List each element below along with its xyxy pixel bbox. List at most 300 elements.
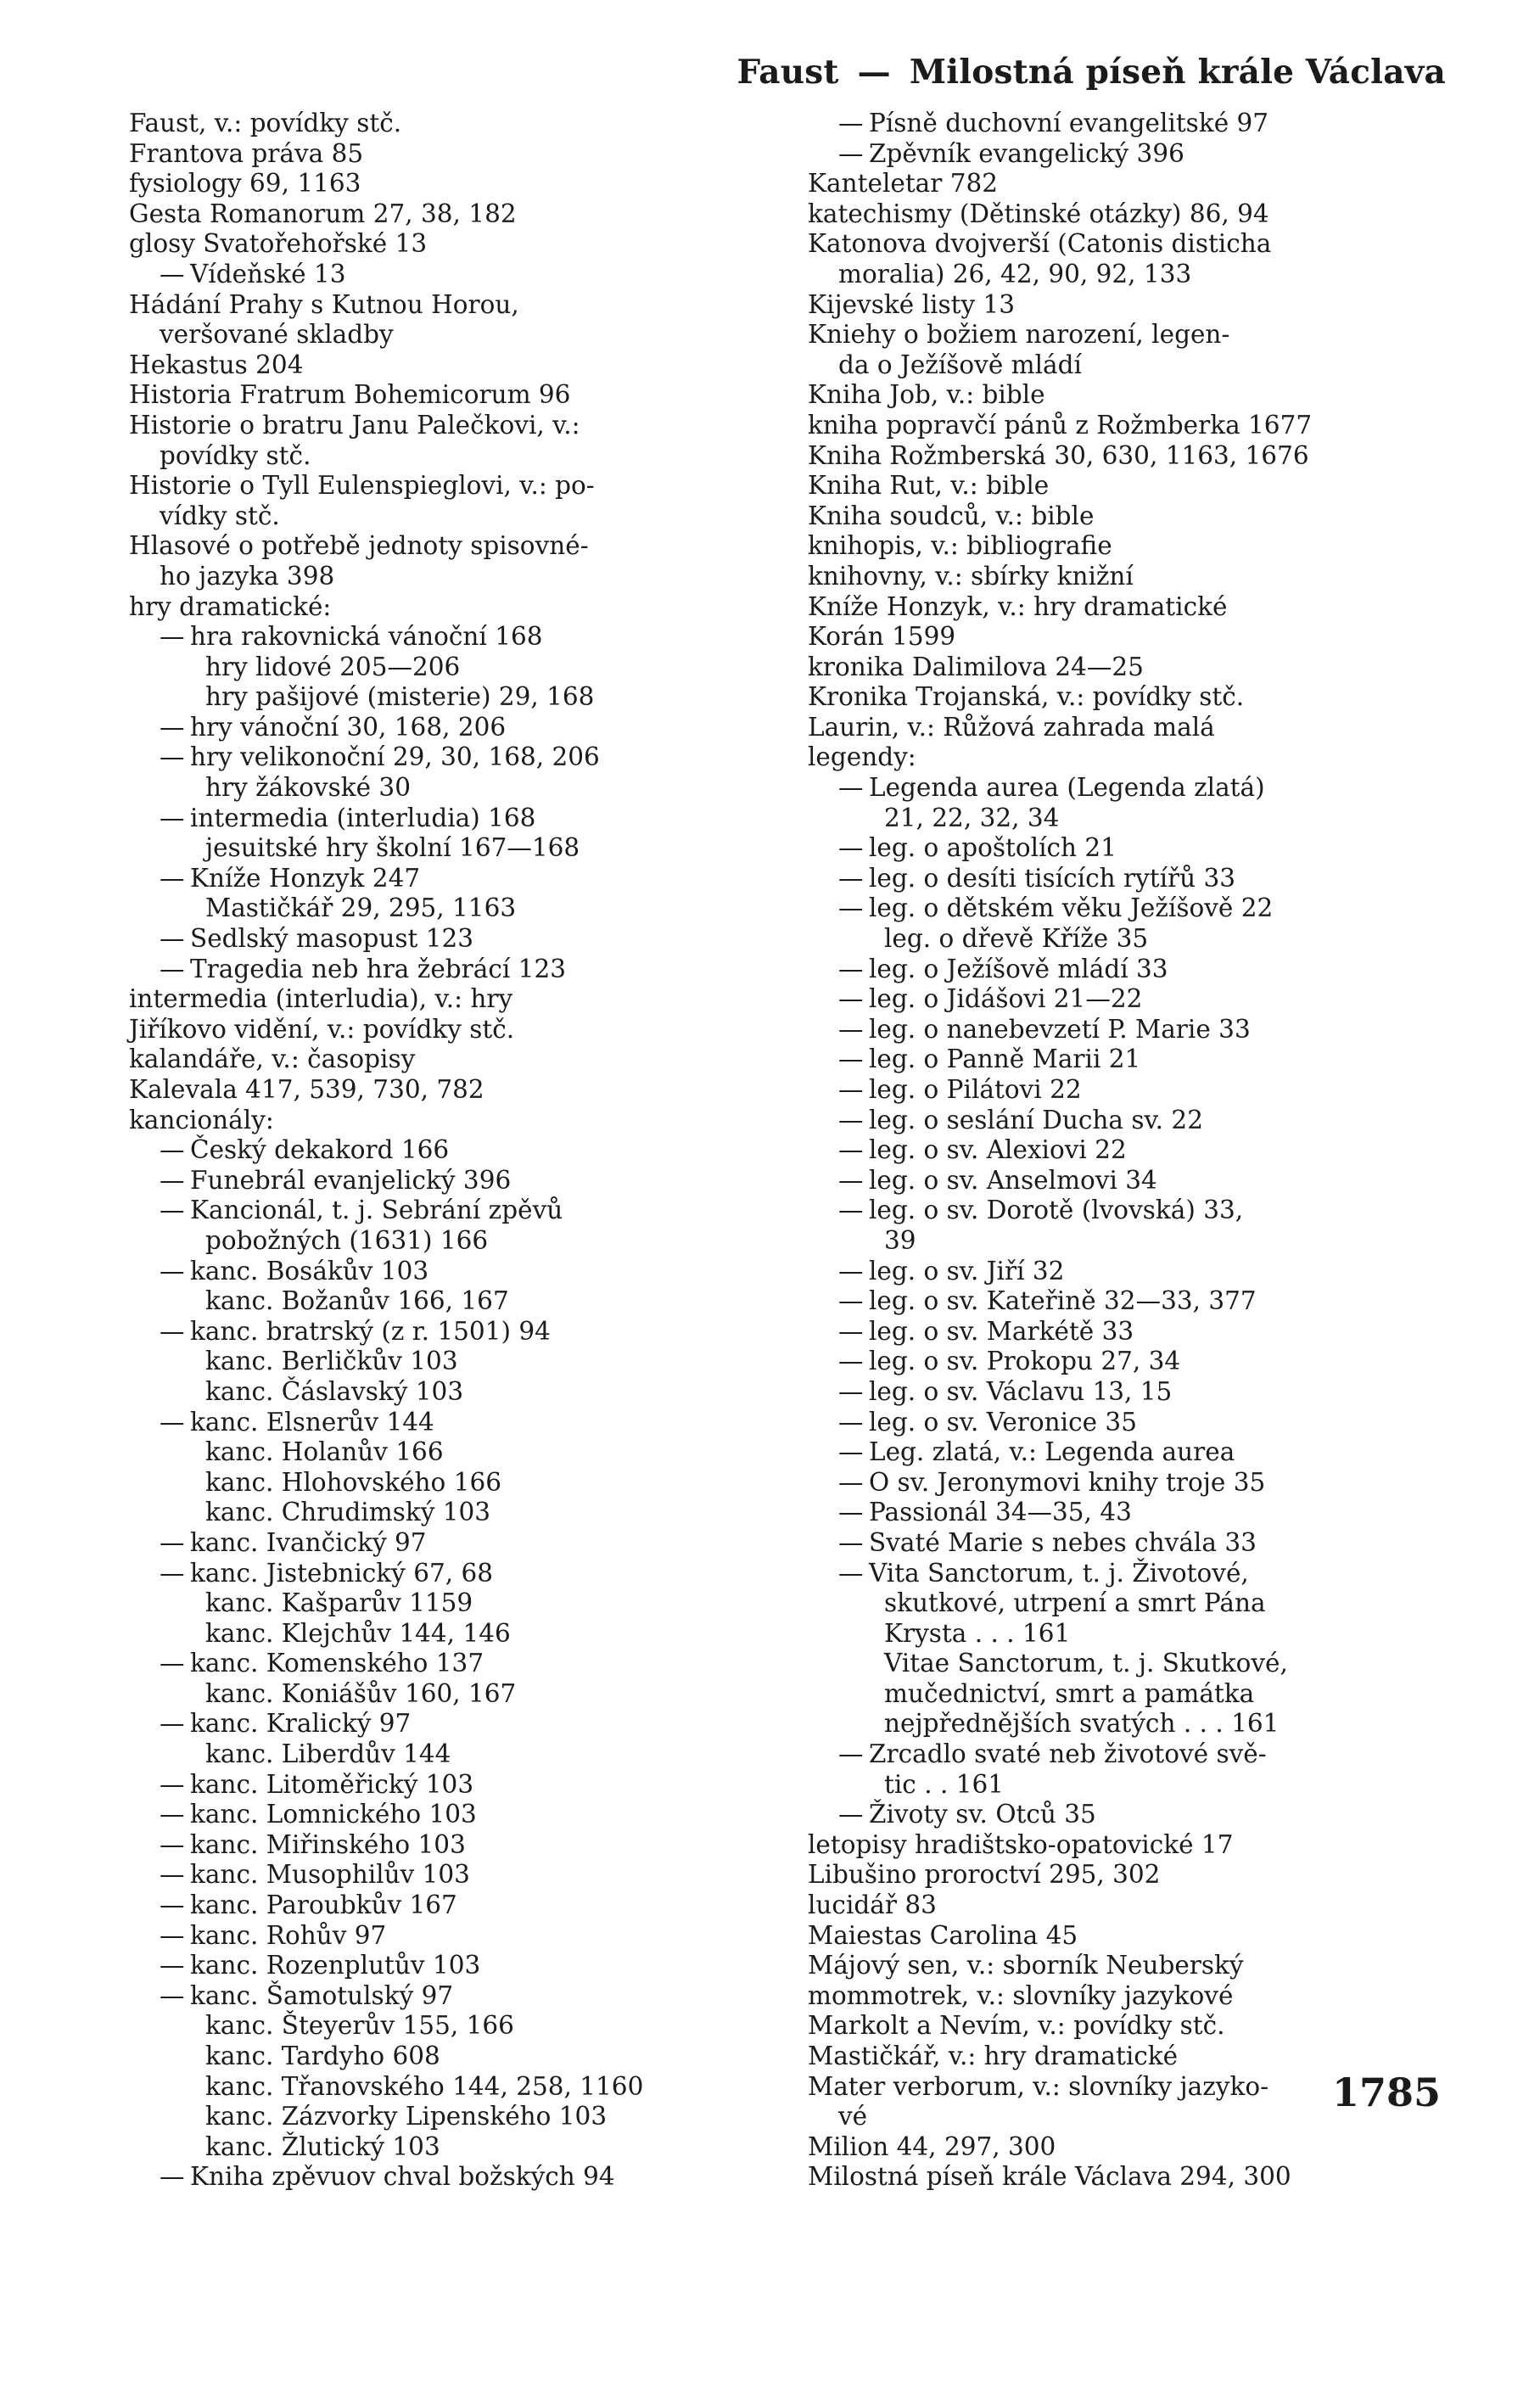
- entry-text: kanc. Lomnického 103: [190, 1800, 477, 1829]
- index-entry: [808, 501, 1444, 532]
- entry-text: Kalevala 417, 539, 730, 782: [129, 1075, 484, 1104]
- index-entry: [808, 1528, 1444, 1559]
- index-entry: [808, 320, 1444, 350]
- index-entry: [129, 199, 755, 230]
- entry-dash: —: [838, 833, 864, 863]
- entry-text: Markolt a Nevím, v.: povídky stč.: [808, 2011, 1225, 2041]
- index-entry: [129, 501, 755, 532]
- entry-text: kanc. Elsnerův 144: [190, 1407, 434, 1437]
- entry-text: katechismy (Dětinské otázky) 86, 94: [808, 199, 1269, 228]
- entry-text: Historie o Tyll Eulenspieglovi, v.: po-: [129, 471, 595, 501]
- index-entry: [129, 2011, 755, 2042]
- entry-text: Mastičkář, v.: hry dramatické: [808, 2042, 1179, 2070]
- entry-dash: —: [838, 1014, 864, 1044]
- index-entry: [129, 1981, 755, 2012]
- index-entry: [129, 1860, 755, 1890]
- entry-dash: —: [160, 1196, 185, 1225]
- entry-text: Historie o bratru Janu Palečkovi, v.:: [129, 410, 580, 440]
- entry-dash: —: [160, 1769, 185, 1799]
- entry-dash: —: [160, 1860, 185, 1890]
- index-entry: [129, 1739, 755, 1770]
- entry-text: leg. o Jidášovi 21—22: [869, 984, 1143, 1014]
- index-entry: [808, 1498, 1444, 1528]
- index-entry: [808, 169, 1444, 199]
- index-entry: [129, 1468, 755, 1498]
- index-entry: [808, 1770, 1444, 1801]
- index-entry: [808, 441, 1444, 472]
- entry-text: jesuitské hry školní 167—168: [205, 833, 580, 863]
- entry-text: Gesta Romanorum 27, 38, 182: [129, 199, 517, 228]
- entry-dash: —: [160, 2162, 185, 2192]
- entry-dash: —: [838, 1105, 864, 1134]
- index-entry: [129, 1196, 755, 1226]
- index-entry: [808, 1286, 1444, 1317]
- entry-text: Vita Sanctorum, t. j. Životové,: [869, 1558, 1249, 1588]
- entry-text: pobožných (1631) 166: [205, 1225, 489, 1255]
- entry-text: leg. o sv. Markétě 33: [869, 1316, 1134, 1346]
- entry-text: kniha popravčí pánů z Rožmberka 1677: [808, 410, 1313, 440]
- entry-dash: —: [838, 1437, 864, 1467]
- entry-text: kanc. Rozenplutův 103: [190, 1951, 481, 1980]
- entry-text: veršované skladby: [160, 320, 394, 350]
- index-entry: [129, 1075, 755, 1106]
- entry-text: Májový sen, v.: sborník Neuberský: [808, 1951, 1244, 1980]
- index-entry: [129, 2072, 755, 2103]
- entry-dash: —: [160, 1135, 185, 1165]
- index-entry: [129, 2132, 755, 2163]
- index-entry: [808, 471, 1444, 501]
- entry-dash: —: [160, 863, 185, 893]
- index-entry: [808, 713, 1444, 743]
- entry-dash: —: [838, 1135, 864, 1165]
- index-entry: [808, 1317, 1444, 1347]
- entry-dash: —: [838, 1316, 864, 1346]
- index-entry: [129, 109, 755, 139]
- entry-dash: —: [160, 1558, 185, 1588]
- index-entry: [808, 742, 1444, 773]
- index-entry: [808, 290, 1444, 321]
- entry-text: leg. o dětském věku Ježíšově 22: [869, 893, 1274, 923]
- index-entry: [808, 1135, 1444, 1166]
- entry-dash: —: [160, 622, 185, 652]
- index-entry: [808, 1921, 1444, 1952]
- entry-text: kanc. bratrský (z r. 1501) 94: [190, 1316, 551, 1346]
- entry-dash: —: [838, 893, 864, 923]
- index-entry: [808, 1226, 1444, 1257]
- entry-text: lucidář 83: [808, 1890, 937, 1920]
- index-entry: [129, 1559, 755, 1589]
- entry-text: ho jazyka 398: [160, 561, 335, 591]
- entry-dash: —: [838, 1467, 864, 1497]
- index-entry: [808, 653, 1444, 683]
- index-entry: [129, 1226, 755, 1257]
- entry-dash: —: [160, 954, 185, 983]
- index-entry: [129, 290, 755, 321]
- entry-text: Mater verborum, v.: slovníky jazyko-: [808, 2071, 1269, 2101]
- entry-dash: —: [160, 1527, 185, 1557]
- index-entry: [808, 1619, 1444, 1650]
- index-entry: [129, 441, 755, 472]
- entry-text: Historia Fratrum Bohemicorum 96: [129, 380, 571, 410]
- entry-dash: —: [838, 1075, 864, 1104]
- entry-dash: —: [838, 1498, 864, 1527]
- running-header: [648, 51, 1446, 93]
- entry-text: Passionál 34—35, 43: [869, 1498, 1132, 1527]
- index-entry: [808, 1860, 1444, 1890]
- entry-text: Český dekakord 166: [190, 1135, 450, 1165]
- entry-text: leg. o sv. Veronice 35: [869, 1407, 1137, 1437]
- entry-text: 21, 22, 32, 34: [884, 803, 1060, 832]
- index-entry: [129, 350, 755, 381]
- index-entry: [129, 1135, 755, 1166]
- index-entry: [808, 1709, 1444, 1739]
- index-entry: [129, 411, 755, 441]
- entry-text: kanc. Jistebnický 67, 68: [190, 1558, 494, 1588]
- entry-dash: —: [160, 1920, 185, 1950]
- entry-text: leg. o desíti tisících rytířů 33: [869, 863, 1236, 893]
- index-entry: [129, 169, 755, 199]
- entry-text: leg. o sv. Jiří 32: [869, 1256, 1065, 1286]
- entry-text: leg. o sv. Dorotě (lvovská) 33,: [869, 1196, 1244, 1225]
- index-entry: [808, 592, 1444, 623]
- index-entry: [129, 1588, 755, 1619]
- entry-text: kanc. Chrudimský 103: [205, 1498, 491, 1527]
- entry-text: kanc. Božanův 166, 167: [205, 1286, 509, 1316]
- entry-text: Legenda aurea (Legenda zlatá): [869, 773, 1265, 803]
- index-entry: [808, 682, 1444, 713]
- index-entry: [808, 380, 1444, 411]
- entry-text: hry žákovské 30: [205, 773, 411, 803]
- index-entry: [129, 984, 755, 1015]
- index-entry: [129, 1317, 755, 1347]
- entry-dash: —: [838, 863, 864, 893]
- entry-text: povídky stč.: [160, 440, 311, 470]
- entry-dash: —: [160, 1316, 185, 1346]
- entry-text: kanc. Rohův 97: [190, 1920, 387, 1950]
- entry-text: Svaté Marie s nebes chvála 33: [869, 1527, 1257, 1557]
- entry-dash: —: [838, 1376, 864, 1406]
- entry-text: kanc. Ivančický 97: [190, 1527, 427, 1557]
- entry-text: Kanteletar 782: [808, 169, 999, 199]
- index-entry: [808, 1377, 1444, 1408]
- index-entry: [808, 1437, 1444, 1468]
- entry-text: Kniha Rožmberská 30, 630, 1163, 1676: [808, 440, 1309, 470]
- index-entry: [808, 1015, 1444, 1045]
- index-entry: [808, 1106, 1444, 1136]
- index-entry: [808, 984, 1444, 1015]
- entry-text: Faust, v.: povídky stč.: [129, 109, 402, 137]
- entry-text: Kniha zpěvuov chval božských 94: [190, 2162, 615, 2192]
- index-entry: [129, 380, 755, 411]
- entry-text: kronika Dalimilova 24—25: [808, 652, 1144, 681]
- index-entry: [129, 713, 755, 743]
- entry-text: Jiříkovo vidění, v.: povídky stč.: [129, 1014, 515, 1044]
- entry-text: Kníže Honzyk 247: [190, 863, 421, 893]
- index-entry: [129, 742, 755, 773]
- entry-text: kanc. Liberdův 144: [205, 1739, 451, 1769]
- entry-dash: —: [838, 1739, 864, 1769]
- entry-text: leg. o sv. Alexiovi 22: [869, 1135, 1127, 1165]
- entry-text: leg. o Panně Marii 21: [869, 1045, 1141, 1074]
- index-entry: [808, 1679, 1444, 1710]
- entry-dash: —: [160, 803, 185, 832]
- header-last-entry: Milostná píseň krále Václava: [909, 53, 1446, 92]
- entry-text: hry velikonoční 29, 30, 168, 206: [190, 742, 600, 772]
- index-entry: [129, 653, 755, 683]
- index-entry: [129, 2042, 755, 2072]
- entry-text: kalandáře, v.: časopisy: [129, 1045, 416, 1074]
- entry-text: hra rakovnická vánoční 168: [190, 622, 543, 652]
- index-entry: [129, 1408, 755, 1438]
- entry-text: kanc. Třanovského 144, 258, 1160: [205, 2071, 644, 2101]
- entry-text: leg. o sv. Prokopu 27, 34: [869, 1347, 1181, 1376]
- entry-text: Tragedia neb hra žebrácí 123: [190, 954, 566, 983]
- entry-dash: —: [160, 1256, 185, 1286]
- index-entry: [129, 1498, 755, 1528]
- index-entry: [129, 955, 755, 985]
- index-entry: [808, 531, 1444, 562]
- index-entry: [129, 1800, 755, 1830]
- entry-text: Kniha Rut, v.: bible: [808, 471, 1050, 501]
- index-entry: [129, 1166, 755, 1196]
- index-entry: [808, 199, 1444, 230]
- index-entry: [808, 2132, 1444, 2163]
- entry-text: Katonova dvojverší (Catonis disticha: [808, 229, 1272, 259]
- index-entry: [129, 622, 755, 653]
- index-entry: [129, 260, 755, 290]
- right-column: [808, 109, 1444, 2193]
- entry-text: leg. o seslání Ducha sv. 22: [869, 1105, 1203, 1134]
- entry-dash: —: [838, 1256, 864, 1286]
- entry-text: Vitae Sanctorum, t. j. Skutkové,: [884, 1649, 1288, 1678]
- index-entry: [808, 1408, 1444, 1438]
- entry-dash: —: [838, 1196, 864, 1225]
- entry-text: kanc. Hlohovského 166: [205, 1467, 502, 1497]
- entry-text: intermedia (interludia), v.: hry: [129, 984, 513, 1014]
- index-entry: [129, 562, 755, 592]
- index-entry: [129, 833, 755, 864]
- entry-dash: —: [160, 1165, 185, 1195]
- entry-text: Kijevské listy 13: [808, 289, 1016, 319]
- entry-text: Funebrál evanjelický 396: [190, 1165, 512, 1195]
- entry-text: leg. o Pilátovi 22: [869, 1075, 1082, 1104]
- index-entry: [808, 229, 1444, 260]
- entry-text: kanc. Šamotulský 97: [190, 1980, 454, 2010]
- entry-dash: —: [838, 109, 864, 137]
- entry-text: da o Ježíšově mládí: [838, 350, 1082, 379]
- entry-text: mučednictví, smrt a památka: [884, 1678, 1255, 1708]
- index-entry: [808, 1800, 1444, 1830]
- index-entry: [808, 833, 1444, 864]
- entry-text: mommotrek, v.: slovníky jazykové: [808, 1980, 1234, 2010]
- entry-text: kanc. Kralický 97: [190, 1709, 412, 1739]
- entry-dash: —: [160, 742, 185, 772]
- index-entry: [808, 1830, 1444, 1861]
- entry-text: Kancionál, t. j. Sebrání zpěvů: [190, 1196, 563, 1225]
- entry-text: kanc. Šteyerův 155, 166: [205, 2011, 514, 2041]
- entry-text: glosy Svatořehořské 13: [129, 229, 428, 259]
- entry-text: knihovny, v.: sbírky knižní: [808, 561, 1134, 591]
- index-entry: [808, 562, 1444, 592]
- entry-text: kanc. Miřinského 103: [190, 1829, 466, 1859]
- entry-dash: —: [838, 773, 864, 803]
- entry-dash: —: [838, 1407, 864, 1437]
- entry-text: leg. o Ježíšově mládí 33: [869, 954, 1168, 983]
- index-entry: [129, 1649, 755, 1679]
- entry-dash: —: [160, 1649, 185, 1678]
- entry-dash: —: [838, 1045, 864, 1074]
- index-entry: [129, 320, 755, 350]
- entry-text: Životy sv. Otců 35: [869, 1800, 1096, 1829]
- entry-text: Laurin, v.: Růžová zahrada malá: [808, 712, 1215, 742]
- index-entry: [129, 1528, 755, 1559]
- index-entry: [808, 109, 1444, 139]
- entry-text: Frantova práva 85: [129, 138, 364, 168]
- entry-text: Kniha soudců, v.: bible: [808, 501, 1095, 530]
- entry-text: leg. o nanebevzetí P. Marie 33: [869, 1014, 1251, 1044]
- entry-dash: —: [838, 1165, 864, 1195]
- index-entry: [808, 1588, 1444, 1619]
- index-entry: [129, 1015, 755, 1045]
- entry-text: leg. o dřevě Kříže 35: [884, 924, 1149, 954]
- entry-text: hry lidové 205—206: [205, 652, 461, 681]
- entry-text: Zpěvník evangelický 396: [869, 138, 1184, 168]
- index-entry: [808, 893, 1444, 924]
- index-entry: [808, 1559, 1444, 1589]
- entry-text: kanc. Holanův 166: [205, 1437, 444, 1467]
- index-entry: [129, 1770, 755, 1801]
- index-entry: [808, 1981, 1444, 2012]
- entry-text: nejpřednějších svatých . . . 161: [884, 1709, 1280, 1739]
- index-entry: [808, 622, 1444, 653]
- entry-dash: —: [838, 954, 864, 983]
- entry-text: Milostná píseň krále Václava 294, 300: [808, 2162, 1291, 2192]
- entry-text: kancionály:: [129, 1105, 274, 1134]
- index-entry: [129, 1377, 755, 1408]
- entry-dash: —: [160, 712, 185, 742]
- entry-text: letopisy hradištsko-opatovické 17: [808, 1829, 1234, 1859]
- entry-text: kanc. Kašparův 1159: [205, 1588, 473, 1618]
- entry-text: leg. o apoštolích 21: [869, 833, 1117, 863]
- entry-dash: —: [160, 1407, 185, 1437]
- entry-text: kanc. Musophilův 103: [190, 1860, 470, 1890]
- index-entry: [129, 682, 755, 713]
- index-entry: [808, 924, 1444, 955]
- index-entry: [808, 1196, 1444, 1226]
- entry-dash: —: [838, 138, 864, 168]
- index-entry: [129, 1709, 755, 1739]
- index-entry: [129, 1106, 755, 1136]
- entry-text: Vídeňské 13: [190, 259, 346, 288]
- index-entry: [129, 2102, 755, 2132]
- entry-dash: —: [160, 1980, 185, 2010]
- index-entry: [129, 1286, 755, 1317]
- index-entry: [129, 1045, 755, 1075]
- entry-dash: —: [838, 1527, 864, 1557]
- entry-dash: —: [160, 1709, 185, 1739]
- entry-text: kanc. Litoměřický 103: [190, 1769, 474, 1799]
- entry-text: kanc. Tardyho 608: [205, 2042, 440, 2070]
- entry-dash: —: [838, 1347, 864, 1376]
- entry-text: vídky stč.: [160, 501, 280, 530]
- index-entry: [808, 1075, 1444, 1106]
- entry-dash: —: [160, 1829, 185, 1859]
- index-entry: [808, 1166, 1444, 1196]
- index-entry: [129, 1257, 755, 1287]
- left-column: [129, 109, 755, 2193]
- entry-text: Hlasové o potřebě jednoty spisovné-: [129, 531, 589, 561]
- entry-text: Korán 1599: [808, 622, 956, 652]
- index-entry: [808, 1649, 1444, 1679]
- index-entry: [808, 2011, 1444, 2042]
- index-entry: [808, 1045, 1444, 1075]
- index-entry: [808, 864, 1444, 894]
- entry-text: kanc. Čáslavský 103: [205, 1376, 464, 1406]
- entry-text: vé: [838, 2102, 868, 2131]
- index-entry: [808, 260, 1444, 290]
- index-entry: [808, 1739, 1444, 1770]
- entry-text: kanc. Zázvorky Lipenského 103: [205, 2102, 608, 2131]
- entry-text: leg. o sv. Kateřině 32—33, 377: [869, 1286, 1257, 1316]
- entry-text: Leg. zlatá, v.: Legenda aurea: [869, 1437, 1235, 1467]
- index-entry: [129, 773, 755, 804]
- index-entry: [129, 1619, 755, 1650]
- entry-dash: —: [838, 1800, 864, 1829]
- entry-text: leg. o sv. Václavu 13, 15: [869, 1376, 1173, 1406]
- entry-text: kanc. Berličkův 103: [205, 1347, 458, 1376]
- entry-text: fysiology 69, 1163: [129, 169, 361, 199]
- entry-text: legendy:: [808, 742, 916, 772]
- entry-dash: —: [160, 1951, 185, 1980]
- index-entry: [808, 411, 1444, 441]
- entry-text: hry dramatické:: [129, 591, 332, 621]
- entry-text: Mastičkář 29, 295, 1163: [205, 893, 517, 923]
- entry-text: hry vánoční 30, 168, 206: [190, 712, 507, 742]
- index-entry: [129, 864, 755, 894]
- index-entry: [808, 139, 1444, 170]
- index-entry: [808, 1890, 1444, 1921]
- index-entry: [808, 350, 1444, 381]
- entry-dash: —: [160, 1800, 185, 1829]
- index-entry: [129, 1437, 755, 1468]
- entry-text: Hádání Prahy s Kutnou Horou,: [129, 289, 519, 319]
- header-first-entry: Faust: [736, 53, 839, 92]
- index-entry: [129, 1347, 755, 1377]
- index-entry: [129, 592, 755, 623]
- entry-text: Maiestas Carolina 45: [808, 1920, 1078, 1950]
- index-entry: [129, 1890, 755, 1921]
- index-entry: [129, 1830, 755, 1861]
- page-number: 1785: [1331, 2070, 1441, 2115]
- index-entry: [129, 531, 755, 562]
- index-entry: [129, 1679, 755, 1710]
- index-entry: [808, 2162, 1444, 2193]
- index-entry: [808, 1257, 1444, 1287]
- index-entry: [129, 1951, 755, 1981]
- entry-text: Kníže Honzyk, v.: hry dramatické: [808, 591, 1228, 621]
- entry-text: Milion 44, 297, 300: [808, 2131, 1056, 2161]
- entry-text: kanc. Paroubkův 167: [190, 1890, 457, 1920]
- index-entry: [129, 1921, 755, 1952]
- entry-dash: —: [838, 1558, 864, 1588]
- entry-text: Zrcadlo svaté neb životové svě-: [869, 1739, 1267, 1769]
- entry-text: Kronika Trojanská, v.: povídky stč.: [808, 682, 1245, 712]
- entry-text: skutkové, utrpení a smrt Pána: [884, 1588, 1266, 1618]
- entry-dash: —: [160, 1890, 185, 1920]
- entry-text: Kniehy o božiem narození, legen-: [808, 320, 1230, 350]
- index-entry: [129, 893, 755, 924]
- index-entry: [129, 924, 755, 955]
